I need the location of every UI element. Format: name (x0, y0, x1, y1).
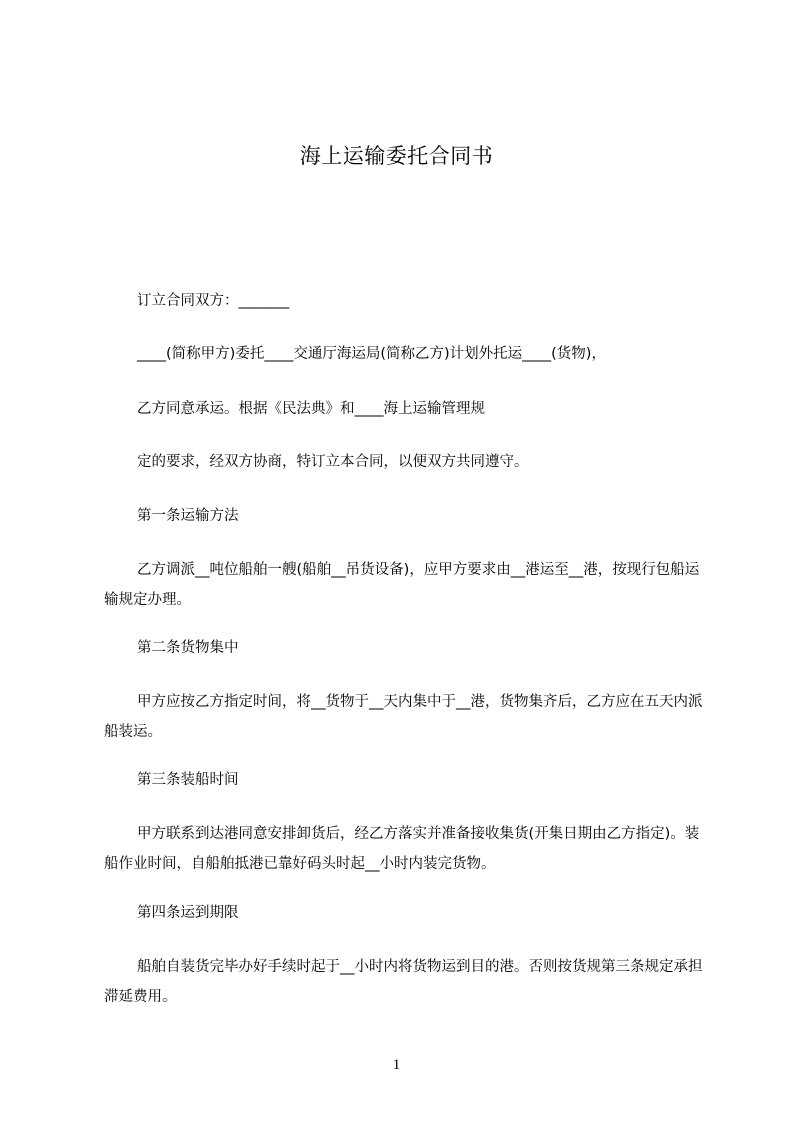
intro-line-2: 乙方同意承运。根据《民法典》和____海上运输管理规 (137, 401, 485, 417)
page-number: 1 (392, 1057, 401, 1073)
article-3-body: 甲方联系到达港同意安排卸货后，经乙方落实并准备接收集货(开集日期由乙方指定)。装船作业时间，自船舶抵港已靠好码头时起__小时内装完货物。 (104, 826, 700, 872)
article-2-body: 甲方应按乙方指定时间，将__货物于__天内集中于__港，货物集齐后，乙方应在五天内派船装运。 (104, 694, 703, 740)
document-title: 海上运输委托合同书 (299, 144, 494, 168)
article-1-body: 乙方调派__吨位船舶一艘(船舶__吊货设备)，应甲方要求由__港运至__港，按现行包船运输规定办理。 (104, 562, 700, 608)
parties-line: 订立合同双方：_______ (137, 293, 290, 309)
intro-line-3: 定的要求，经双方协商，特订立本合同，以便双方共同遵守。 (137, 454, 529, 470)
article-2-heading: 第二条货物集中 (137, 640, 239, 656)
article-3-heading: 第三条装船时间 (137, 772, 239, 788)
article-4-body: 船舶自装货完毕办好手续时起于__小时内将货物运到目的港。否则按货规第三条规定承担滞延费用。 (104, 959, 703, 1005)
article-4-heading: 第四条运到期限 (137, 905, 239, 921)
intro-line-1: ____(简称甲方)委托____交通厅海运局(简称乙方)计划外托运____(货物)， (137, 346, 606, 362)
article-1-heading: 第一条运输方法 (137, 508, 239, 524)
